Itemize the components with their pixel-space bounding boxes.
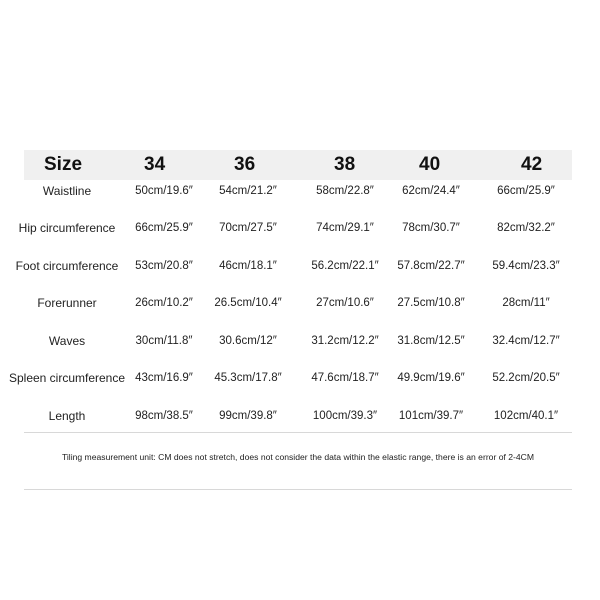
- value-size-38: 47.6cm/18.7″: [311, 372, 379, 384]
- value-size-36: 46cm/18.1″: [219, 260, 277, 272]
- table-row-waves: [0, 331, 600, 351]
- value-size-34: 66cm/25.9″: [135, 222, 193, 234]
- value-size-38: 58cm/22.8″: [316, 185, 374, 197]
- row-label: Forerunner: [37, 296, 97, 310]
- size-header-38: 38: [334, 154, 356, 175]
- value-size-38: 74cm/29.1″: [316, 222, 374, 234]
- row-label: Waistline: [42, 184, 92, 198]
- value-size-36: 99cm/39.8″: [219, 410, 277, 422]
- table-row-foot-circumference: [0, 256, 600, 276]
- size-header-label: Size: [44, 154, 83, 175]
- row-label: Hip circumference: [18, 221, 116, 235]
- value-size-42: 66cm/25.9″: [497, 185, 555, 197]
- row-label: Foot circumference: [15, 259, 119, 273]
- value-size-40: 57.8cm/22.7″: [397, 260, 465, 272]
- value-size-38: 100cm/39.3″: [312, 410, 378, 422]
- table-row-waistline: [0, 181, 600, 201]
- value-size-40: 31.8cm/12.5″: [397, 335, 465, 347]
- value-size-42: 32.4cm/12.7″: [492, 335, 560, 347]
- value-size-36: 26.5cm/10.4″: [214, 297, 282, 309]
- value-size-42: 82cm/32.2″: [497, 222, 555, 234]
- value-size-40: 49.9cm/19.6″: [397, 372, 465, 384]
- size-header-40: 40: [419, 154, 441, 175]
- value-size-36: 45.3cm/17.8″: [214, 372, 282, 384]
- value-size-36: 30.6cm/12″: [219, 335, 277, 347]
- table-row-length: [0, 406, 600, 426]
- value-size-40: 78cm/30.7″: [402, 222, 460, 234]
- value-size-38: 56.2cm/22.1″: [311, 260, 379, 272]
- value-size-34: 26cm/10.2″: [135, 297, 193, 309]
- value-size-34: 98cm/38.5″: [135, 410, 193, 422]
- value-size-42: 52.2cm/20.5″: [492, 372, 560, 384]
- row-label: Waves: [48, 334, 86, 348]
- value-size-40: 62cm/24.4″: [402, 185, 460, 197]
- row-label: Length: [48, 409, 86, 423]
- value-size-36: 70cm/27.5″: [219, 222, 277, 234]
- measurement-note: [24, 432, 572, 490]
- value-size-40: 27.5cm/10.8″: [397, 297, 465, 309]
- value-size-40: 101cm/39.7″: [398, 410, 464, 422]
- value-size-34: 50cm/19.6″: [135, 185, 193, 197]
- value-size-34: 43cm/16.9″: [135, 372, 193, 384]
- value-size-38: 27cm/10.6″: [316, 297, 374, 309]
- table-row-hip-circumference: [0, 218, 600, 238]
- table-row-spleen-circumference: [0, 368, 600, 388]
- size-header-42: 42: [521, 154, 543, 175]
- value-size-42: 59.4cm/23.3″: [492, 260, 560, 272]
- value-size-38: 31.2cm/12.2″: [311, 335, 379, 347]
- size-header-34: 34: [144, 154, 166, 175]
- table-header-band: [24, 150, 572, 180]
- value-size-34: 53cm/20.8″: [135, 260, 193, 272]
- table-row-forerunner: [0, 293, 600, 313]
- row-label: Spleen circumference: [8, 371, 126, 385]
- size-header-36: 36: [234, 154, 256, 175]
- value-size-36: 54cm/21.2″: [219, 185, 277, 197]
- value-size-42: 28cm/11″: [502, 297, 550, 309]
- value-size-42: 102cm/40.1″: [493, 410, 559, 422]
- value-size-34: 30cm/11.8″: [135, 335, 193, 347]
- measurement-note-text: Tiling measurement unit: CM does not stretch, does not consider the data within the elastic range, there is an error of 2-4CM: [61, 452, 535, 462]
